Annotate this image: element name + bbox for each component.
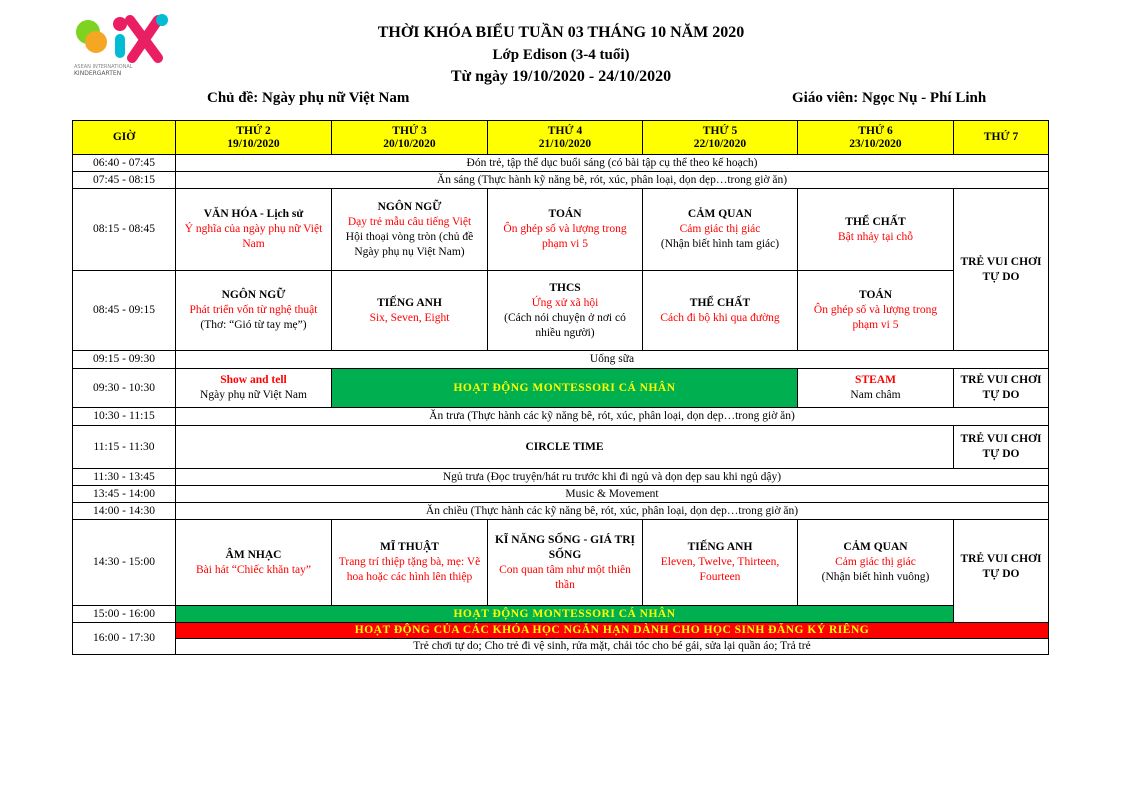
teacher: Giáo viên: Ngọc Nụ - Phí Linh: [792, 90, 987, 106]
lesson-cell: THỂ CHẤT Cách đi bộ khi qua đường: [643, 271, 798, 351]
time-cell: 16:00 - 17:30: [73, 623, 176, 655]
time-cell: 15:00 - 16:00: [73, 606, 176, 623]
topic: Chủ đề: Ngày phụ nữ Việt Nam: [207, 90, 410, 106]
free-play-cell: TRẺ VUI CHƠI TỰ DO: [954, 426, 1049, 469]
lesson-cell: VĂN HÓA - Lịch sử Ý nghĩa của ngày phụ nữ Việt Nam: [176, 189, 332, 271]
time-cell: 11:15 - 11:30: [73, 426, 176, 469]
table-row: [73, 426, 1049, 469]
time-cell: 07:45 - 08:15: [73, 172, 176, 189]
table-row: [73, 369, 1049, 408]
lesson-cell: TOÁN Ôn ghép số và lượng trong phạm vi 5: [488, 189, 643, 271]
col-time: GIỜ: [73, 121, 176, 155]
circle-time-cell: CIRCLE TIME: [176, 426, 954, 469]
lesson-cell: STEAM Nam châm: [798, 369, 954, 408]
svg-text:KINDERGARTEN: KINDERGARTEN: [74, 70, 122, 77]
lesson-cell: CẢM QUAN Cảm giác thị giác (Nhận biết hình tam giác): [643, 189, 798, 271]
activity-cell: Uống sữa: [176, 351, 1049, 369]
free-play-cell: TRẺ VUI CHƠI TỰ DO: [954, 189, 1049, 351]
header-row: [73, 121, 1049, 155]
col-wed: THỨ 4 21/10/2020: [488, 121, 643, 155]
table-row: [73, 469, 1049, 486]
short-course-cell: HOẠT ĐỘNG CỦA CÁC KHÓA HỌC NGẮN HẠN DÀNH CHO HỌC SINH ĐĂNG KÝ RIÊNG: [176, 623, 1049, 639]
time-cell: 09:30 - 10:30: [73, 369, 176, 408]
time-cell: 11:30 - 13:45: [73, 469, 176, 486]
lesson-cell: MĨ THUẬT Trang trí thiệp tặng bà, mẹ: Vẽ hoa hoặc các hình lên thiệp: [332, 520, 488, 606]
free-play-cell: TRẺ VUI CHƠI TỰ DO: [954, 520, 1049, 623]
table-row: [73, 172, 1049, 189]
col-mon: THỨ 2 19/10/2020: [176, 121, 332, 155]
table-row: [73, 408, 1049, 426]
activity-cell: Ăn chiều (Thực hành các kỹ năng bê, rót, xúc, phân loại, dọn dẹp…trong giờ ăn): [176, 503, 1049, 520]
col-fri: THỨ 6 23/10/2020: [798, 121, 954, 155]
table-row: [73, 639, 1049, 655]
activity-cell: Trẻ chơi tự do; Cho trẻ đi vệ sinh, rửa mặt, chải tóc cho bé gái, sửa lại quần áo; Trả trẻ: [176, 639, 1049, 655]
time-cell: 08:15 - 08:45: [73, 189, 176, 271]
activity-cell: Music & Movement: [176, 486, 1049, 503]
lesson-cell: THỂ CHẤT Bật nhảy tại chỗ: [798, 189, 954, 271]
lesson-cell: CẢM QUAN Cảm giác thị giác (Nhận biết hình vuông): [798, 520, 954, 606]
table-row: [73, 155, 1049, 172]
time-cell: 09:15 - 09:30: [73, 351, 176, 369]
table-row: [73, 189, 1049, 271]
table-row: [73, 486, 1049, 503]
page-title: THỜI KHÓA BIỂU TUẦN 03 THÁNG 10 NĂM 2020: [377, 24, 745, 41]
table-row: [73, 623, 1049, 639]
free-play-cell: TRẺ VUI CHƠI TỰ DO: [954, 369, 1049, 408]
lesson-cell: NGÔN NGỮ Phát triển vốn từ nghệ thuật (Thơ: “Gió từ tay mẹ”): [176, 271, 332, 351]
activity-cell: Đón trẻ, tập thể dục buổi sáng (có bài tập cụ thể theo kế hoạch): [176, 155, 1049, 172]
lesson-cell: NGÔN NGỮ Dạy trẻ mẫu câu tiếng Việt Hội thoại vòng tròn (chủ đề Ngày phụ nụ Việt Nam): [332, 189, 488, 271]
montessori-cell: HOẠT ĐỘNG MONTESSORI CÁ NHÂN: [332, 369, 798, 408]
lesson-cell: TIẾNG ANH Six, Seven, Eight: [332, 271, 488, 351]
col-thu: THỨ 5 22/10/2020: [643, 121, 798, 155]
lesson-cell: TOÁN Ôn ghép số và lượng trong phạm vi 5: [798, 271, 954, 351]
table-row: [73, 271, 1049, 351]
class-name: Lớp Edison (3-4 tuổi): [492, 47, 630, 63]
lesson-cell: THCS Ứng xử xã hội (Cách nói chuyện ở nơi có nhiều người): [488, 271, 643, 351]
date-range: Từ ngày 19/10/2020 - 24/10/2020: [450, 68, 672, 85]
time-cell: 14:30 - 15:00: [73, 520, 176, 606]
activity-cell: Ăn sáng (Thực hành kỹ năng bê, rót, xúc, phân loại, dọn dẹp…trong giờ ăn): [176, 172, 1049, 189]
table-row: [73, 351, 1049, 369]
timetable: [72, 120, 1049, 655]
table-row: [73, 520, 1049, 606]
montessori-cell: HOẠT ĐỘNG MONTESSORI CÁ NHÂN: [176, 606, 954, 623]
table-row: [73, 503, 1049, 520]
time-cell: 13:45 - 14:00: [73, 486, 176, 503]
time-cell: 10:30 - 11:15: [73, 408, 176, 426]
col-sat: THỨ 7: [954, 121, 1049, 155]
time-cell: 08:45 - 09:15: [73, 271, 176, 351]
lesson-cell: TIẾNG ANH Eleven, Twelve, Thirteen, Fourteen: [643, 520, 798, 606]
activity-cell: Ăn trưa (Thực hành các kỹ năng bê, rót, xúc, phân loại, dọn dẹp…trong giờ ăn): [176, 408, 1049, 426]
time-cell: 14:00 - 14:30: [73, 503, 176, 520]
lesson-cell: Show and tell Ngày phụ nữ Việt Nam: [176, 369, 332, 408]
time-cell: 06:40 - 07:45: [73, 155, 176, 172]
lesson-cell: KĨ NĂNG SỐNG - GIÁ TRỊ SỐNG Con quan tâm như một thiên thần: [488, 520, 643, 606]
col-tue: THỨ 3 20/10/2020: [332, 121, 488, 155]
table-row: [73, 606, 1049, 623]
lesson-cell: ÂM NHẠC Bài hát “Chiếc khăn tay”: [176, 520, 332, 606]
svg-text:ASEAN INTERNATIONAL: ASEAN INTERNATIONAL: [74, 64, 133, 70]
activity-cell: Ngủ trưa (Đọc truyện/hát ru trước khi đi ngủ và dọn dẹp sau khi ngủ dậy): [176, 469, 1049, 486]
